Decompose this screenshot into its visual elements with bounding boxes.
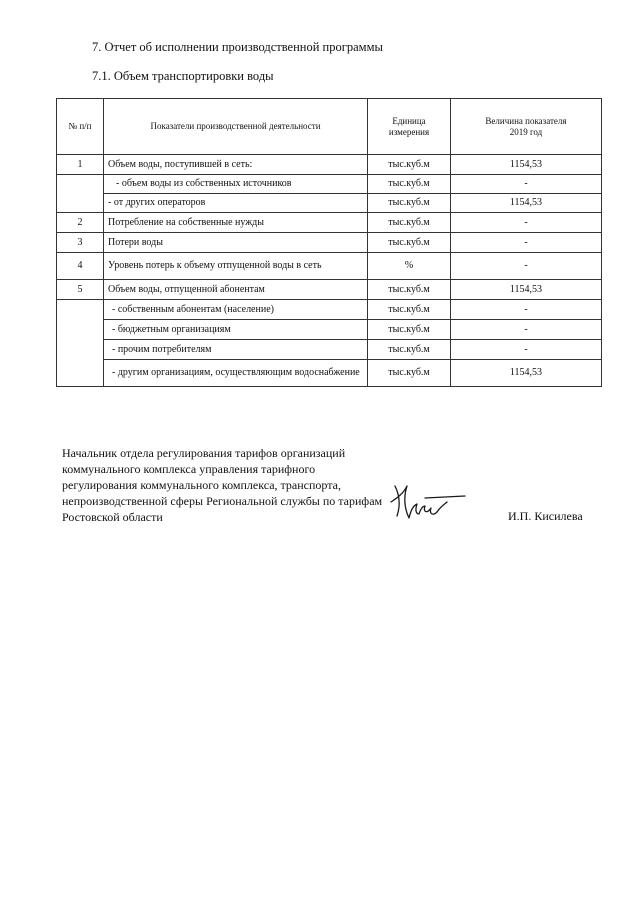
row-indicator: Потребление на собственные нужды xyxy=(104,213,368,233)
header-unit-line1: Единица xyxy=(392,115,426,126)
table-header-row xyxy=(57,99,602,155)
table-row xyxy=(57,194,602,213)
section-heading: 7. Отчет об исполнении производственной программы xyxy=(92,40,383,54)
handwritten-signature xyxy=(385,476,480,526)
table-row xyxy=(57,340,602,360)
row-value: 1154,53 xyxy=(451,280,602,300)
header-indicator: Показатели производственной деятельности xyxy=(104,99,368,155)
row-value: - xyxy=(451,175,602,194)
row-indicator: - объем воды из собственных источников xyxy=(104,175,368,194)
header-value-line1: Величина показателя xyxy=(485,115,567,126)
row-value: - xyxy=(451,253,602,280)
row-num xyxy=(57,300,104,387)
row-value: 1154,53 xyxy=(451,155,602,175)
row-unit: % xyxy=(368,253,451,280)
row-unit: тыс.куб.м xyxy=(368,300,451,320)
header-num: № п/п xyxy=(57,99,104,155)
header-unit-line2: измерения xyxy=(388,126,430,137)
table-row xyxy=(57,300,602,320)
signatory-name: И.П. Кисилева xyxy=(508,509,583,523)
table-row xyxy=(57,253,602,280)
row-indicator: Потери воды xyxy=(104,233,368,253)
row-value: - xyxy=(451,320,602,340)
row-value: - xyxy=(451,233,602,253)
table-row xyxy=(57,213,602,233)
row-unit: тыс.куб.м xyxy=(368,155,451,175)
row-indicator: Объем воды, отпущенной абонентам xyxy=(104,280,368,300)
header-value-line2: 2019 год xyxy=(509,126,543,137)
row-indicator: - прочим потребителям xyxy=(104,340,368,360)
row-unit: тыс.куб.м xyxy=(368,340,451,360)
row-unit: тыс.куб.м xyxy=(368,175,451,194)
row-indicator: - собственным абонентам (население) xyxy=(104,300,368,320)
header-unit xyxy=(368,99,451,155)
table-row xyxy=(57,233,602,253)
row-indicator: - от других операторов xyxy=(104,194,368,213)
row-num: 4 xyxy=(57,253,104,280)
row-value: - xyxy=(451,300,602,320)
row-num: 1 xyxy=(57,155,104,175)
header-value xyxy=(451,99,602,155)
row-value: - xyxy=(451,340,602,360)
water-transport-table xyxy=(56,98,602,387)
subsection-heading: 7.1. Объем транспортировки воды xyxy=(92,69,274,83)
row-value: - xyxy=(451,213,602,233)
table-row xyxy=(57,175,602,194)
row-indicator: Объем воды, поступившей в сеть: xyxy=(104,155,368,175)
table-row xyxy=(57,155,602,175)
signature-stroke xyxy=(391,486,465,518)
table-row xyxy=(57,280,602,300)
row-num: 2 xyxy=(57,213,104,233)
row-indicator: - бюджетным организациям xyxy=(104,320,368,340)
row-unit: тыс.куб.м xyxy=(368,280,451,300)
table-row xyxy=(57,320,602,340)
row-num: 3 xyxy=(57,233,104,253)
row-num xyxy=(57,175,104,213)
row-indicator: - другим организациям, осуществляющим водоснабжение xyxy=(104,360,368,387)
row-unit: тыс.куб.м xyxy=(368,360,451,387)
row-unit: тыс.куб.м xyxy=(368,320,451,340)
table-row xyxy=(57,360,602,387)
row-indicator: Уровень потерь к объему отпущенной воды в сеть xyxy=(104,253,368,280)
row-unit: тыс.куб.м xyxy=(368,213,451,233)
row-num: 5 xyxy=(57,280,104,300)
row-value: 1154,53 xyxy=(451,194,602,213)
row-unit: тыс.куб.м xyxy=(368,194,451,213)
row-value: 1154,53 xyxy=(451,360,602,387)
row-unit: тыс.куб.м xyxy=(368,233,451,253)
signatory-position: Начальник отдела регулирования тарифов организаций коммунального комплекса управления тарифного регулирования коммунального комплекса, транспорта, непроизводственной сферы Региональной службы по тарифам Ростовской области xyxy=(62,446,383,524)
